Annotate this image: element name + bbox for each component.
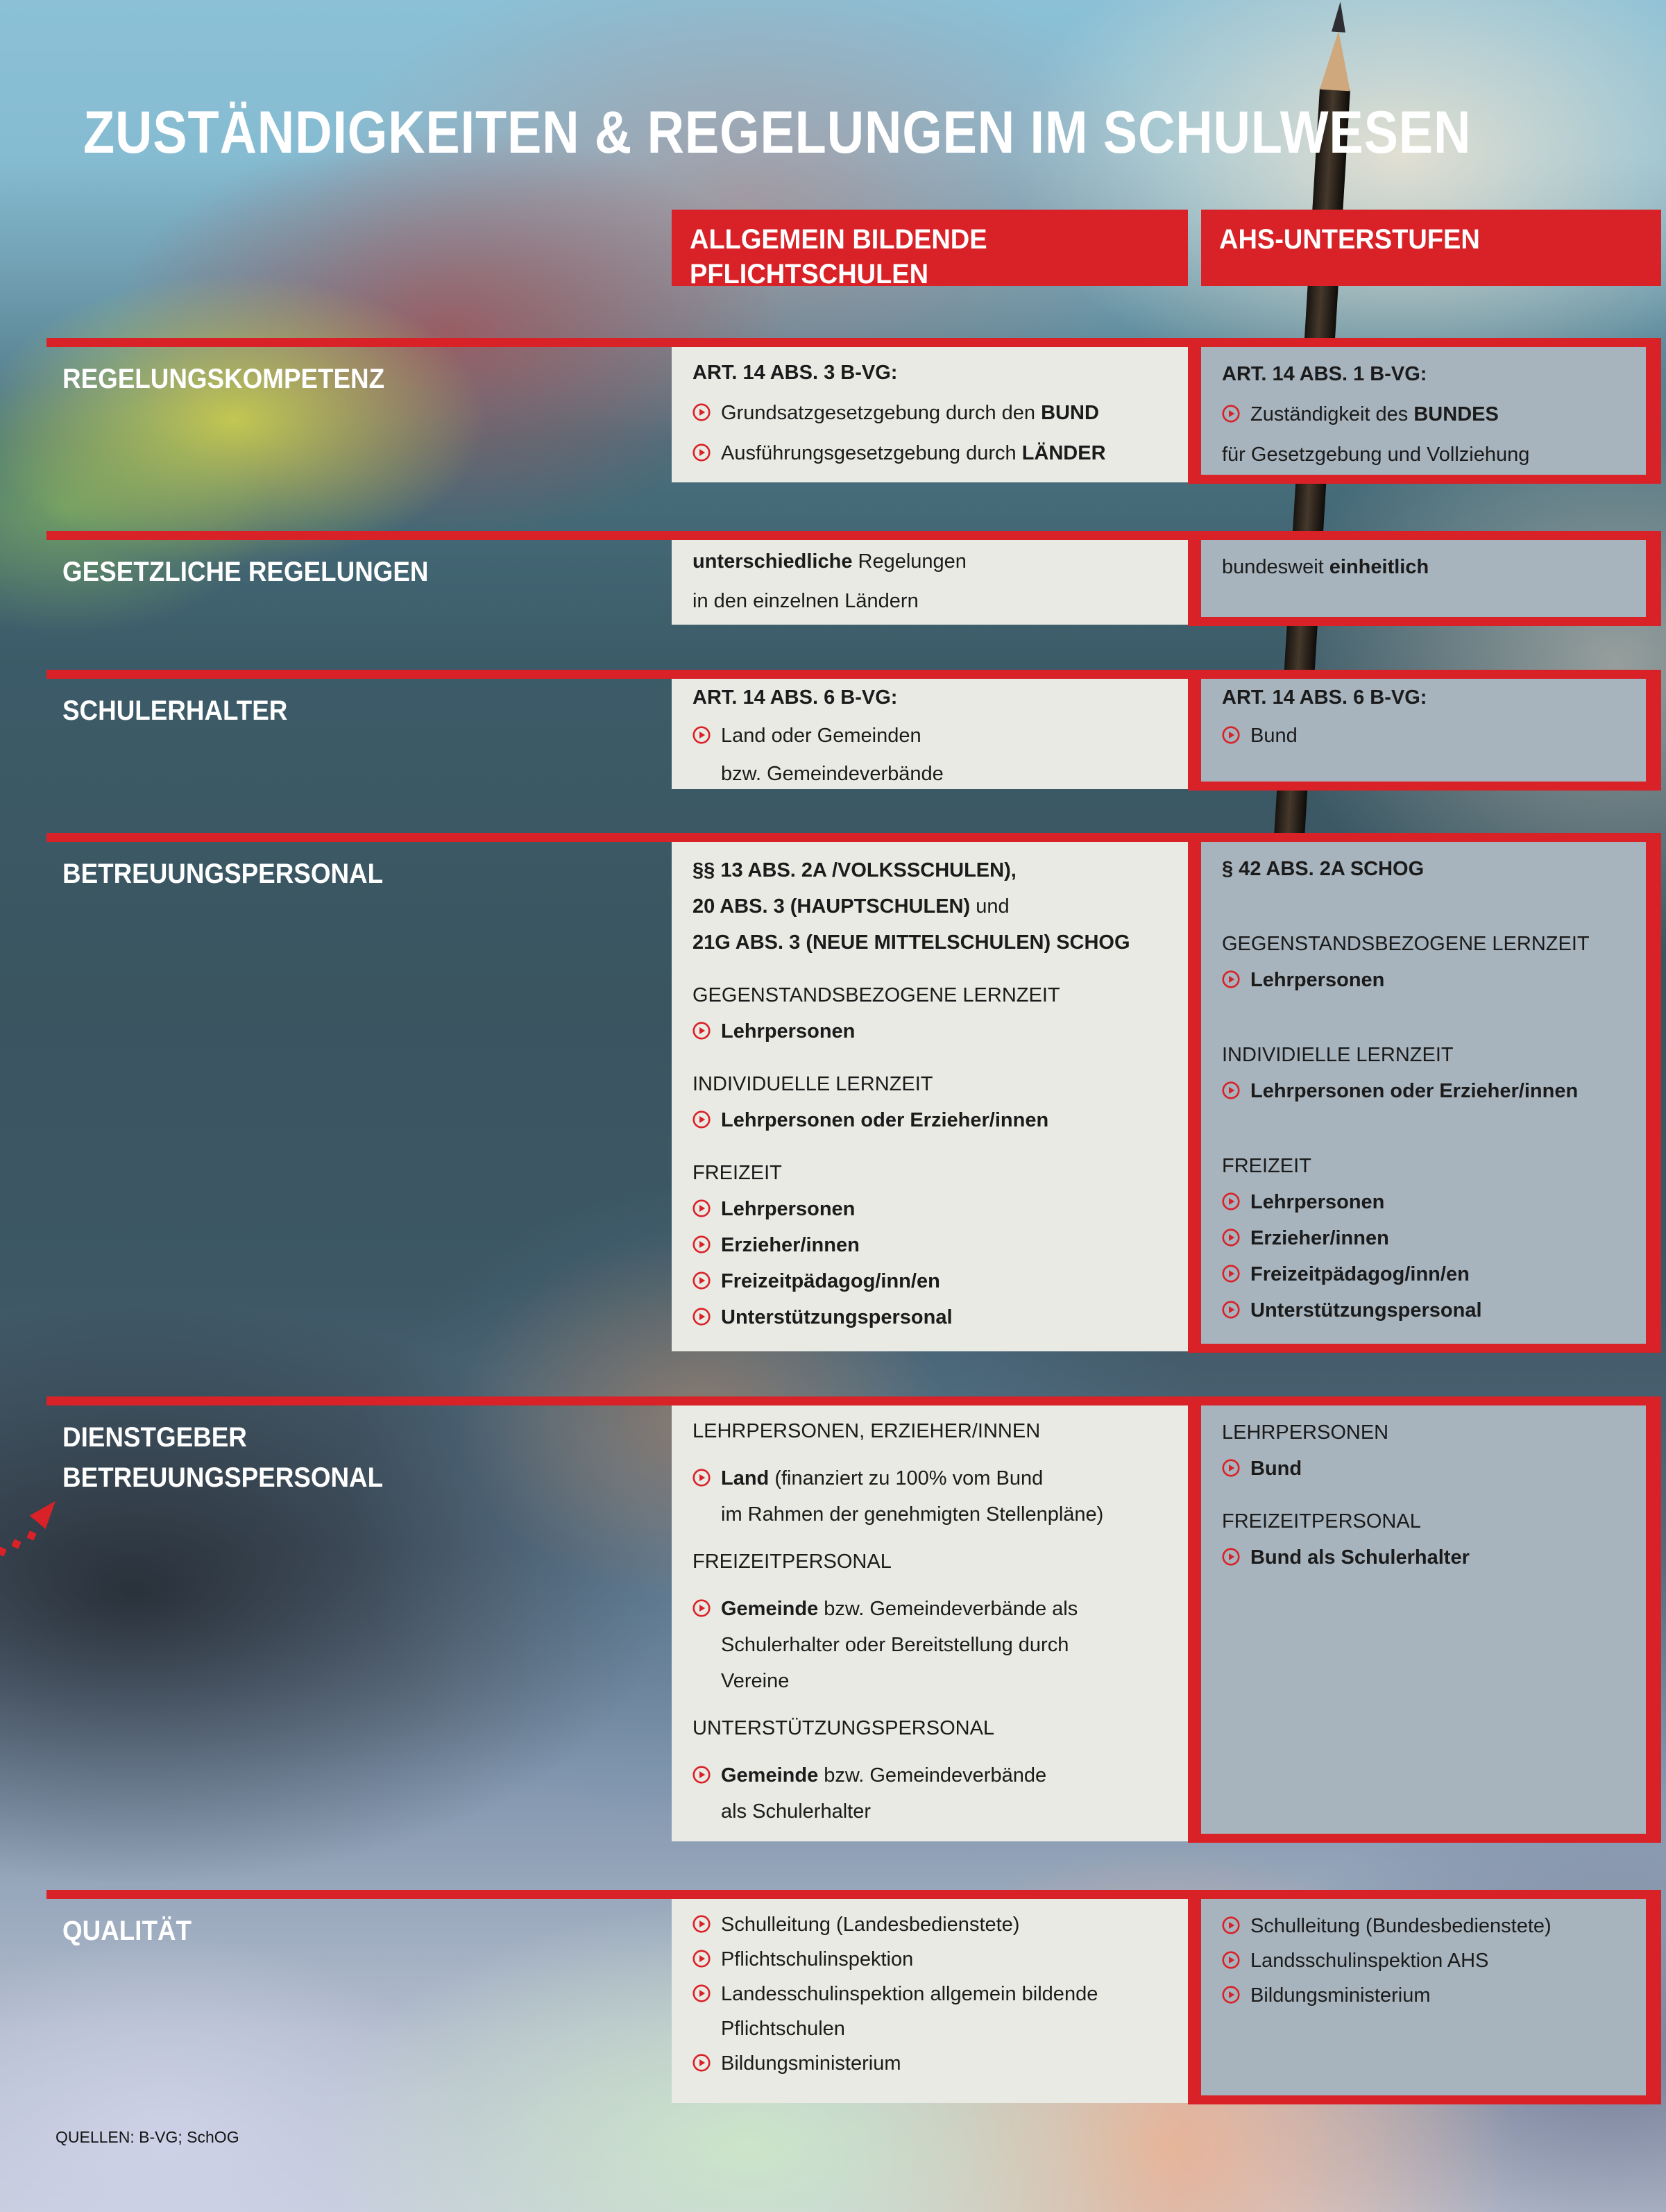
play-circle-icon	[692, 403, 711, 421]
bullet-item	[692, 2053, 1173, 2074]
play-circle-icon	[692, 1308, 711, 1326]
line-text: Gemeinde bzw. Gemeindeverbände	[721, 1764, 1047, 1787]
line-text: INDIVIDIELLE LERNZEIT	[1222, 1044, 1454, 1066]
play-circle-icon	[1222, 1459, 1240, 1477]
spacer	[692, 1146, 1173, 1163]
line-text: LEHRPERSONEN, ERZIEHER/INNEN	[692, 1420, 1041, 1442]
play-circle-icon	[1222, 1916, 1240, 1934]
sources-note: QUELLEN: B-VG; SchOG	[56, 2128, 239, 2146]
line-text: ART. 14 ABS. 3 B-VG:	[692, 362, 898, 384]
line-text: Bund	[1250, 1458, 1302, 1480]
line-text: Ausführungsgesetzgebung durch LÄNDER	[721, 442, 1106, 464]
line-text: Bund	[1250, 725, 1298, 747]
row-dienstgeber-betreuungspersonal	[46, 1396, 1661, 1841]
cell-left	[672, 842, 1188, 1351]
line-text: Lehrpersonen	[721, 1198, 856, 1220]
text-line	[692, 1074, 1173, 1095]
play-circle-icon	[692, 1199, 711, 1217]
text-line	[692, 763, 1173, 784]
bullet-item	[1222, 1985, 1632, 2006]
bullet-item	[1222, 970, 1632, 990]
line-text: FREIZEITPERSONAL	[692, 1551, 892, 1573]
line-text: Lehrpersonen	[721, 1020, 856, 1042]
play-circle-icon	[692, 1766, 711, 1784]
text-line	[1222, 1422, 1632, 1443]
bullet-item	[692, 1468, 1173, 1489]
line-text: Gemeinde bzw. Gemeindeverbände als	[721, 1598, 1078, 1620]
text-line	[1222, 1511, 1632, 1532]
text-line	[1222, 687, 1632, 708]
row-schulerhalter	[46, 670, 1661, 789]
cell-right	[1188, 1396, 1661, 1843]
line-text: GEGENSTANDSBEZOGENE LERNZEIT	[692, 984, 1060, 1006]
line-text: §§ 13 ABS. 2A /VOLKSSCHULEN),	[692, 859, 1017, 881]
line-text: in den einzelnen Ländern	[692, 590, 919, 612]
line-text: Pflichtschulinspektion	[721, 1948, 914, 1970]
line-text: LEHRPERSONEN	[1222, 1421, 1389, 1444]
row-label	[62, 1911, 192, 1951]
play-circle-icon	[692, 1235, 711, 1253]
play-circle-icon	[1222, 1301, 1240, 1319]
spacer	[1222, 1006, 1632, 1045]
row-gesetzliche-regelungen	[46, 531, 1661, 625]
play-circle-icon	[692, 1022, 711, 1040]
text-line	[692, 687, 1173, 708]
bullet-item	[1222, 1916, 1632, 1936]
text-line	[692, 932, 1173, 953]
column-header-ahs	[1201, 210, 1661, 286]
line-text: UNTERSTÜTZUNGSPERSONAL	[692, 1717, 995, 1739]
line-text: Schulleitung (Bundesbedienstete)	[1250, 1915, 1552, 1937]
bullet-item	[1222, 1547, 1632, 1568]
line-text: bundesweit einheitlich	[1222, 556, 1429, 578]
cell-right	[1188, 338, 1661, 484]
text-line	[692, 860, 1173, 881]
line-text: Schulleitung (Landesbedienstete)	[721, 1914, 1020, 1936]
play-circle-icon	[692, 2054, 711, 2072]
line-text: FREIZEIT	[692, 1162, 782, 1184]
column-header-line: AHS-UNTERSTUFEN	[1219, 224, 1480, 255]
text-line	[692, 1551, 1173, 1572]
bullet-item	[692, 1914, 1173, 1935]
cell-right	[1188, 531, 1661, 626]
row-label	[62, 1417, 383, 1498]
arrow-dot	[11, 1539, 22, 1549]
bullet-item	[692, 1021, 1173, 1042]
bullet-item	[1222, 725, 1632, 746]
cell-right	[1188, 833, 1661, 1353]
text-line	[692, 985, 1173, 1006]
text-line	[692, 896, 1173, 917]
line-text: Grundsatzgesetzgebung durch den BUND	[721, 402, 1099, 424]
line-text: für Gesetzgebung und Vollziehung	[1222, 444, 1530, 466]
spacer	[692, 1457, 1173, 1468]
line-text: 20 ABS. 3 (HAUPTSCHULEN) und	[692, 895, 1010, 918]
row-label	[62, 691, 287, 731]
text-line	[1222, 1156, 1632, 1176]
play-circle-icon	[1222, 1951, 1240, 1969]
bullet-item	[692, 1984, 1173, 2004]
line-text: Zuständigkeit des BUNDES	[1250, 403, 1499, 425]
cell-right	[1188, 670, 1661, 791]
text-line	[692, 1801, 1173, 1822]
bullet-item	[1222, 1192, 1632, 1213]
bullet-item	[692, 1949, 1173, 1970]
play-circle-icon	[1222, 726, 1240, 744]
spacer	[1222, 895, 1632, 934]
line-text: Unterstützungspersonal	[721, 1306, 953, 1328]
bullet-item	[1222, 1081, 1632, 1101]
play-circle-icon	[1222, 970, 1240, 988]
bullet-item	[692, 1199, 1173, 1219]
row-label-line: SCHULERHALTER	[62, 695, 288, 726]
line-text: Freizeitpädagog/inn/en	[1250, 1263, 1470, 1285]
bullet-item	[692, 1765, 1173, 1786]
spacer	[1222, 1117, 1632, 1156]
text-line	[692, 1421, 1173, 1442]
line-text: Erzieher/innen	[721, 1234, 860, 1256]
cell-left	[672, 540, 1188, 625]
line-text: Unterstützungspersonal	[1250, 1299, 1482, 1322]
line-text: INDIVIDUELLE LERNZEIT	[692, 1073, 933, 1095]
play-circle-icon	[692, 1599, 711, 1617]
spacer	[692, 1587, 1173, 1598]
play-circle-icon	[1222, 1081, 1240, 1099]
row-label	[62, 552, 429, 592]
bullet-item	[1222, 1458, 1632, 1479]
line-text: Freizeitpädagog/inn/en	[721, 1270, 940, 1292]
bullet-item	[692, 1235, 1173, 1256]
pencil-wood-tip	[1320, 30, 1354, 92]
line-text: GEGENSTANDSBEZOGENE LERNZEIT	[1222, 933, 1590, 955]
text-line	[1222, 444, 1632, 465]
pencil-lead-tip	[1332, 1, 1348, 33]
spacer	[692, 1057, 1173, 1074]
bullet-item	[692, 1110, 1173, 1131]
bullet-item	[1222, 1264, 1632, 1285]
line-text: ART. 14 ABS. 6 B-VG:	[1222, 686, 1427, 709]
line-text: Lehrpersonen	[1250, 969, 1385, 991]
line-text: ART. 14 ABS. 1 B-VG:	[1222, 363, 1427, 385]
text-line	[1222, 364, 1632, 385]
line-text: § 42 ABS. 2A SCHOG	[1222, 858, 1425, 880]
column-header-pflichtschulen	[672, 210, 1188, 289]
play-circle-icon	[1222, 1986, 1240, 2004]
text-line	[1222, 934, 1632, 954]
play-circle-icon	[1222, 1229, 1240, 1247]
bullet-item	[692, 403, 1173, 423]
column-header-line: ALLGEMEIN BILDENDE	[690, 224, 987, 255]
line-text: 21G ABS. 3 (NEUE MITTELSCHULEN) SCHOG	[692, 931, 1130, 954]
text-line	[692, 1635, 1173, 1655]
line-text: Schulerhalter oder Bereitstellung durch	[721, 1634, 1069, 1656]
row-betreuungspersonal	[46, 833, 1661, 1351]
row-label-line: REGELUNGSKOMPETENZ	[62, 364, 385, 394]
play-circle-icon	[692, 726, 711, 744]
bullet-item	[692, 1598, 1173, 1619]
bullet-item	[1222, 404, 1632, 425]
play-circle-icon	[1222, 1265, 1240, 1283]
bullet-item	[692, 725, 1173, 746]
line-text: Landesschulinspektion allgemein bildende	[721, 1983, 1098, 2005]
play-circle-icon	[1222, 405, 1240, 423]
bullet-item	[692, 1307, 1173, 1328]
bullet-item	[692, 1271, 1173, 1292]
row-label	[62, 359, 384, 399]
text-line	[692, 1718, 1173, 1739]
row-label-line: DIENSTGEBER	[62, 1422, 247, 1453]
line-text: unterschiedliche Regelungen	[692, 550, 967, 573]
cell-right	[1188, 1890, 1661, 2104]
text-line	[692, 1163, 1173, 1183]
play-circle-icon	[692, 1469, 711, 1487]
play-circle-icon	[1222, 1548, 1240, 1566]
line-text: Erzieher/innen	[1250, 1227, 1389, 1249]
spacer	[692, 1540, 1173, 1551]
row-label	[62, 854, 383, 894]
cell-left	[672, 347, 1188, 482]
text-line	[1222, 859, 1632, 879]
play-circle-icon	[1222, 1192, 1240, 1210]
text-line	[692, 1504, 1173, 1525]
line-text: Pflichtschulen	[721, 2018, 845, 2040]
spacer	[1222, 1494, 1632, 1511]
spacer	[692, 968, 1173, 985]
page-title: ZUSTÄNDIGKEITEN & REGELUNGEN IM SCHULWESEN	[83, 99, 1472, 166]
play-circle-icon	[692, 1915, 711, 1933]
line-text: FREIZEITPERSONAL	[1222, 1510, 1421, 1533]
text-line	[692, 1671, 1173, 1691]
row-label-line: BETREUUNGSPERSONAL	[62, 1462, 384, 1493]
text-line	[692, 551, 1173, 572]
row-regelungskompetenz	[46, 338, 1661, 482]
play-circle-icon	[692, 1111, 711, 1129]
line-text: Lehrpersonen	[1250, 1191, 1385, 1213]
cell-left	[672, 1899, 1188, 2103]
line-text: Bildungsministerium	[1250, 1984, 1431, 2007]
row-qualitaet	[46, 1890, 1661, 2103]
line-text: Land oder Gemeinden	[721, 725, 921, 747]
bullet-item	[692, 443, 1173, 464]
line-text: Land (finanziert zu 100% vom Bund	[721, 1467, 1044, 1489]
line-text: Bildungsministerium	[721, 2052, 901, 2075]
text-line	[1222, 1045, 1632, 1065]
arrow-dot	[0, 1546, 7, 1557]
line-text: Landsschulinspektion AHS	[1250, 1950, 1489, 1972]
line-text: Vereine	[721, 1670, 790, 1692]
line-text: FREIZEIT	[1222, 1155, 1311, 1177]
text-line	[692, 2018, 1173, 2039]
cell-left	[672, 1405, 1188, 1841]
line-text: Lehrpersonen oder Erzieher/innen	[1250, 1080, 1579, 1102]
spacer	[692, 1754, 1173, 1765]
line-text: ART. 14 ABS. 6 B-VG:	[692, 686, 898, 709]
text-line	[692, 362, 1173, 383]
bullet-item	[1222, 1300, 1632, 1321]
line-text: Bund als Schulerhalter	[1250, 1546, 1470, 1569]
arrow-dot	[26, 1530, 37, 1541]
play-circle-icon	[692, 1950, 711, 1968]
line-text: als Schulerhalter	[721, 1800, 871, 1823]
line-text: im Rahmen der genehmigten Stellenpläne)	[721, 1503, 1104, 1526]
text-line	[1222, 557, 1632, 577]
bullet-item	[1222, 1228, 1632, 1249]
text-line	[692, 591, 1173, 611]
row-label-line: GESETZLICHE REGELUNGEN	[62, 557, 429, 587]
line-text: Lehrpersonen oder Erzieher/innen	[721, 1109, 1049, 1131]
row-label-line: BETREUUNGSPERSONAL	[62, 859, 384, 889]
column-header-line: PFLICHTSCHULEN	[690, 259, 929, 289]
spacer	[692, 1707, 1173, 1718]
play-circle-icon	[692, 444, 711, 462]
bullet-item	[1222, 1950, 1632, 1971]
play-circle-icon	[692, 1984, 711, 2002]
play-circle-icon	[692, 1272, 711, 1290]
row-label-line: QUALITÄT	[62, 1916, 192, 1946]
cell-left	[672, 679, 1188, 789]
line-text: bzw. Gemeindeverbände	[721, 763, 944, 785]
